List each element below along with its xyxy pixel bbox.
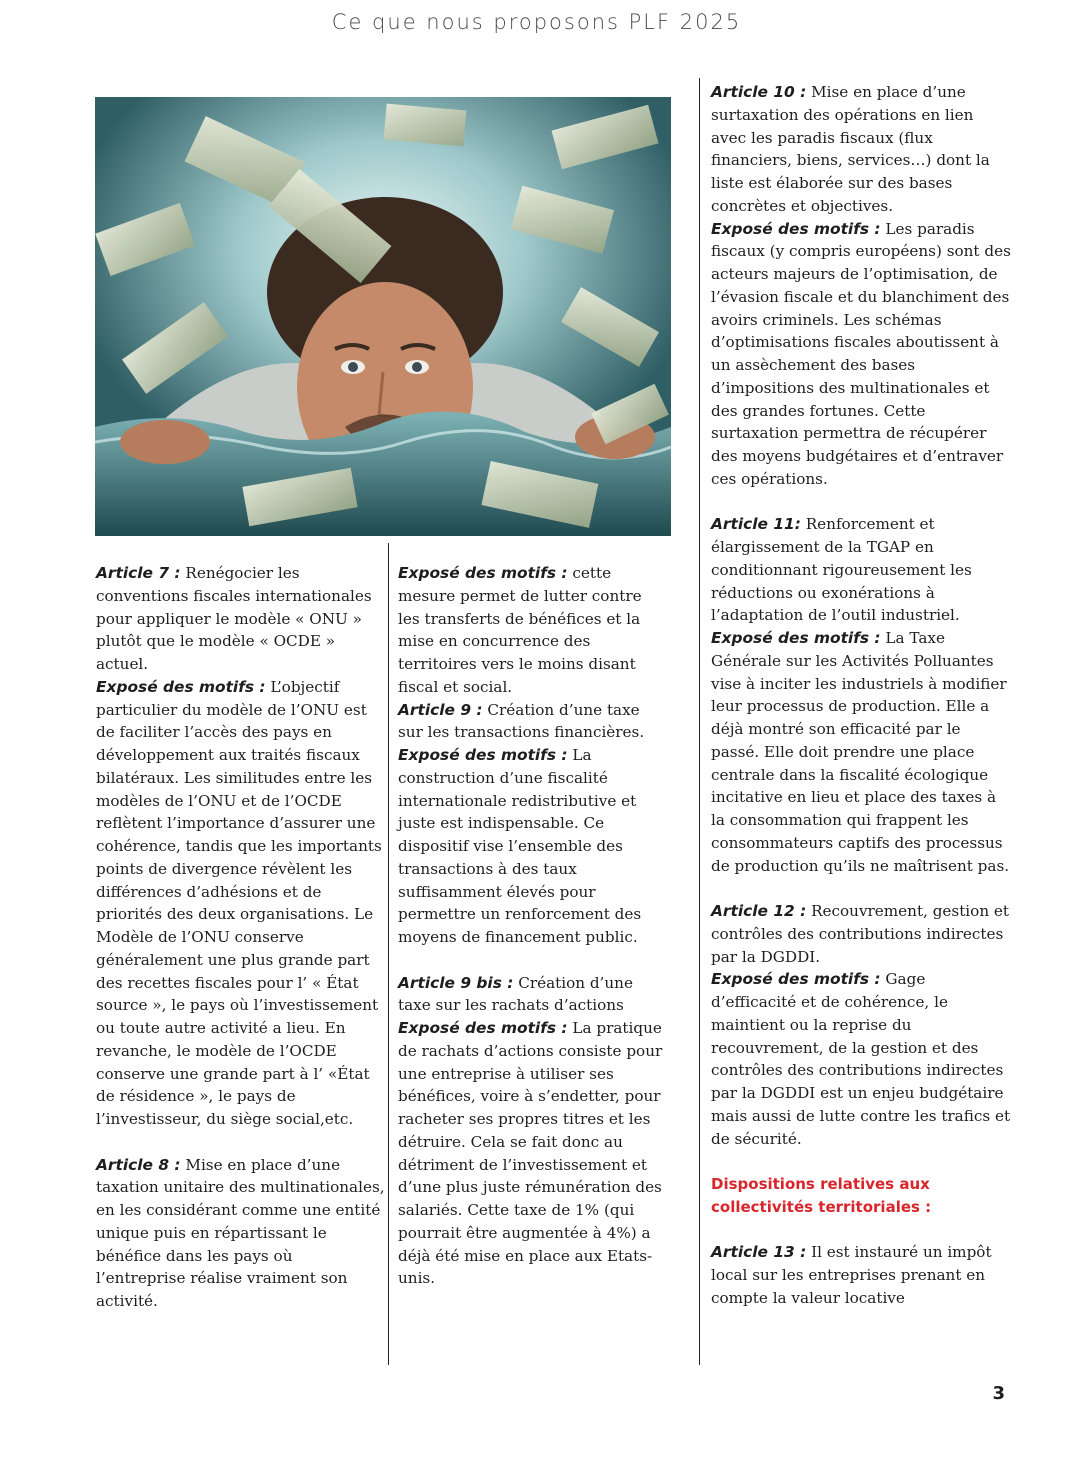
- article-9-motifs-label: Exposé des motifs :: [398, 746, 568, 764]
- article-7-motifs: L’objectif particulier du modèle de l’ONU est de faciliter l’accès des pays en développement aux traités fiscaux bilatéraux. Les similitudes entre les modèles de l’ONU et de l’OCDE reflètent l’importance d’assurer une cohérence, tandis que les importants points de divergence révèlent les différences d’adhésions et de priorités des deux organisations. Le Modèle de l’ONU conserve généralement une plus grande part des recettes fiscales pour l’ « État source », le pays où l’investissement ou toute autre activité a lieu. En revanche, le modèle de l’OCDE conserve une grande part à l’ «État de résidence », le pays de l’investisseur, du siège social,etc.: [96, 677, 382, 1128]
- article-7-text: Renégocier les conventions fiscales internationales pour appliquer le modèle « ONU » plutôt que le modèle « OCDE » actuel.: [96, 564, 372, 673]
- article-8-label: Article 8 :: [96, 1155, 181, 1174]
- article-9-bis-motifs-label: Exposé des motifs :: [398, 1019, 568, 1037]
- article-7: [96, 562, 386, 1131]
- article-12-motifs: Gage d’efficacité et de cohérence, le maintient ou la reprise du recouvrement, de la gestion et des contrôles des contributions indirectes par la DGDDI est un enjeu budgétaire mais aussi de lutte contre les trafics et de sécurité.: [711, 970, 1011, 1148]
- column-divider-1: [388, 543, 389, 1365]
- article-9-bis-label: Article 9 bis :: [398, 973, 514, 992]
- article-7-motifs-label: Exposé des motifs :: [96, 677, 266, 696]
- article-9-text: Création d’une taxe sur les transactions financières.: [398, 700, 645, 742]
- article-10-motifs: Les paradis fiscaux (y compris européens) sont des acteurs majeurs de l’optimisation, de l’évasion fiscale et du blanchiment des avoirs criminels. Les schémas d’optimisations fiscales aboutissent à un assèchement des bases d’impositions des multinationales et des grandes fortunes. Cette surtaxation permettra de récupérer des moyens budgétaires et d’entraver ces opérations.: [711, 219, 1011, 488]
- article-9-label: Article 9 :: [398, 700, 483, 719]
- article-8-motifs-block: [398, 562, 668, 699]
- article-11: [711, 513, 1011, 877]
- article-10: [711, 81, 1011, 491]
- article-9: [398, 699, 668, 949]
- article-9-motifs: La construction d’une fiscalité internationale redistributive et juste est indispensable. Ce dispositif vise l’ensemble des transactions à des taux suffisamment élevés pour permettre un renforcement des moyens de financement public.: [398, 746, 642, 946]
- column-divider-2: [699, 78, 700, 1365]
- photo-man-drowning-in-money-icon: [95, 97, 671, 536]
- article-12-motifs-label: Exposé des motifs :: [711, 970, 881, 989]
- article-11-motifs-label: Exposé des motifs :: [711, 629, 881, 647]
- page-header-title: Ce que nous proposons PLF 2025: [331, 10, 742, 34]
- text-column-left: [96, 562, 386, 1313]
- text-column-right: [711, 81, 1011, 1310]
- article-9-bis: [398, 972, 668, 1291]
- article-12: [711, 900, 1011, 1150]
- article-10-label: Article 10 :: [711, 83, 807, 101]
- article-8-motifs: cette mesure permet de lutter contre les transferts de bénéfices et la mise en concurrence des territoires vers le moins disant fiscal et social.: [398, 564, 642, 696]
- article-12-text: Recouvrement, gestion et contrôles des contributions indirectes par la DGDDI.: [711, 902, 1010, 966]
- article-8-text: Mise en place d’une taxation unitaire des multinationales, en les considérant comme une entité unique puis en répartissant le bénéfice dans les pays où l’entreprise réalise vraiment son activité.: [96, 1155, 385, 1310]
- article-10-motifs-label: Exposé des motifs :: [711, 219, 881, 238]
- text-column-middle: [398, 562, 668, 1290]
- collectivites-heading: Dispositions relatives aux collectivités territoriales :: [711, 1175, 932, 1216]
- page-number: 3: [992, 1383, 1005, 1404]
- article-11-motifs: La Taxe Générale sur les Activités Polluantes vise à inciter les industriels à modifier leur processus de production. Elle a déjà montré son efficacité par le passé. Elle doit prendre une place centrale dans la fiscalité écologique incitative en lieu et place des taxes à la consommation qui frappent les consommateurs captifs des processus de production qu’ils ne maîtrisent pas.: [711, 629, 1010, 875]
- article-10-text: Mise en place d’une surtaxation des opérations en lien avec les paradis fiscaux (flux financiers, biens, services…) dont la liste est élaborée sur des bases concrètes et objectives.: [711, 83, 990, 215]
- article-9-bis-motifs: La pratique de rachats d’actions consiste pour une entreprise à utiliser ses bénéfices, voire à s’endetter, pour racheter ses propres titres et les détruire. Cela se fait donc au détriment de l’investissement et d’une plus juste rémunération des salariés. Cette taxe de 1% (qui pourrait être augmentée à 4%) a déjà été mise en place aux Etats-unis.: [398, 1019, 663, 1288]
- article-8-motifs-label: Exposé des motifs :: [398, 564, 568, 582]
- article-9-bis-text: Création d’une taxe sur les rachats d’actions: [398, 973, 633, 1015]
- article-13-label: Article 13 :: [711, 1243, 807, 1262]
- article-11-label: Article 11:: [711, 515, 801, 534]
- article-8: [96, 1154, 386, 1313]
- article-7-label: Article 7 :: [96, 564, 181, 582]
- article-13-text: Il est instauré un impôt local sur les entreprises prenant en compte la valeur locative: [711, 1243, 992, 1307]
- article-11-text: Renforcement et élargissement de la TGAP en conditionnant rigoureusement les réductions ou exonérations à l’adaptation de l’outil industriel.: [711, 515, 972, 625]
- article-13: [711, 1241, 1011, 1309]
- article-12-label: Article 12 :: [711, 902, 807, 920]
